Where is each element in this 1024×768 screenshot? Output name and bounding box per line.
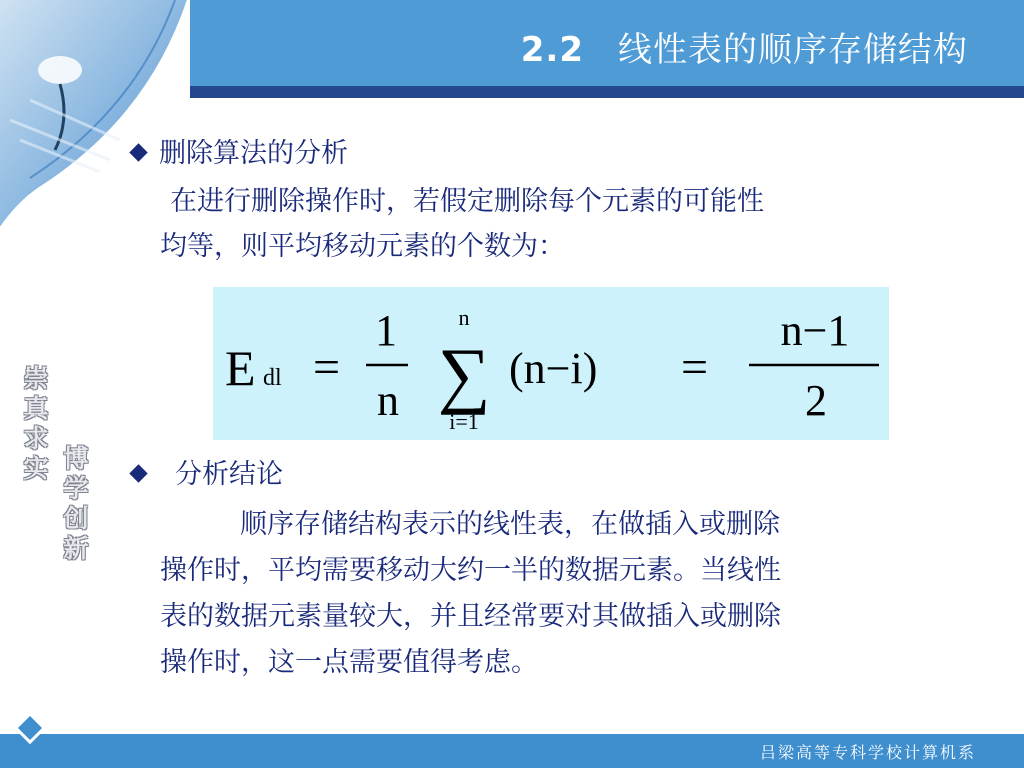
- frac1-denominator: n: [377, 376, 399, 425]
- para2-line4: 操作时，这一点需要值得考虑。: [160, 647, 538, 678]
- formula-svg: [213, 287, 889, 440]
- sum-icon: ∑: [437, 334, 491, 416]
- slide-title: [521, 22, 968, 71]
- para1-line2: 均等，则平均移动元素的个数为：: [160, 231, 565, 262]
- para1-line1: 在进行删除操作时，若假定删除每个元素的可能性: [170, 186, 764, 217]
- sum-upper: n: [458, 305, 470, 330]
- bullet-delete-analysis: [122, 131, 348, 170]
- title-accent-line: [190, 86, 1024, 98]
- motto-column-1: 崇真求实: [20, 365, 49, 485]
- formula-equals-1: =: [313, 341, 341, 394]
- formula-lhs-sub: dl: [263, 365, 282, 391]
- para2-line2: 操作时，平均需要移动大约一半的数据元素。当线性: [160, 555, 781, 586]
- footer-institution: 吕梁高等专科学校计算机系: [759, 743, 976, 762]
- heading-conclusion: 分析结论: [175, 459, 283, 490]
- formula-equals-2: =: [681, 341, 709, 394]
- diamond-bullet-icon: [129, 464, 147, 482]
- formula-term: (n−i): [509, 344, 598, 393]
- para2-line1: 顺序存储结构表示的线性表，在做插入或删除: [240, 509, 780, 540]
- title-text: 线性表的顺序存储结构: [618, 30, 968, 70]
- sum-lower: i=1: [449, 409, 479, 434]
- heading-delete-analysis: 删除算法的分析: [159, 138, 348, 169]
- section-number: 2.2: [520, 30, 584, 70]
- footer-diamond-icon: [14, 712, 46, 744]
- frac1-numerator: 1: [375, 306, 397, 355]
- frac2-denominator: 2: [805, 376, 827, 425]
- para2-line3: 表的数据元素量较大，并且经常要对其做插入或删除: [160, 601, 781, 632]
- footer-bar: [0, 734, 1024, 768]
- formula-lhs: E: [225, 340, 256, 396]
- title-bar: [190, 0, 1024, 98]
- bullet-conclusion: [122, 452, 283, 491]
- formula-box: [213, 287, 889, 440]
- motto-column-2: 博学创新: [60, 445, 89, 565]
- diamond-bullet-icon: [129, 143, 147, 161]
- frac2-numerator: n−1: [780, 306, 850, 355]
